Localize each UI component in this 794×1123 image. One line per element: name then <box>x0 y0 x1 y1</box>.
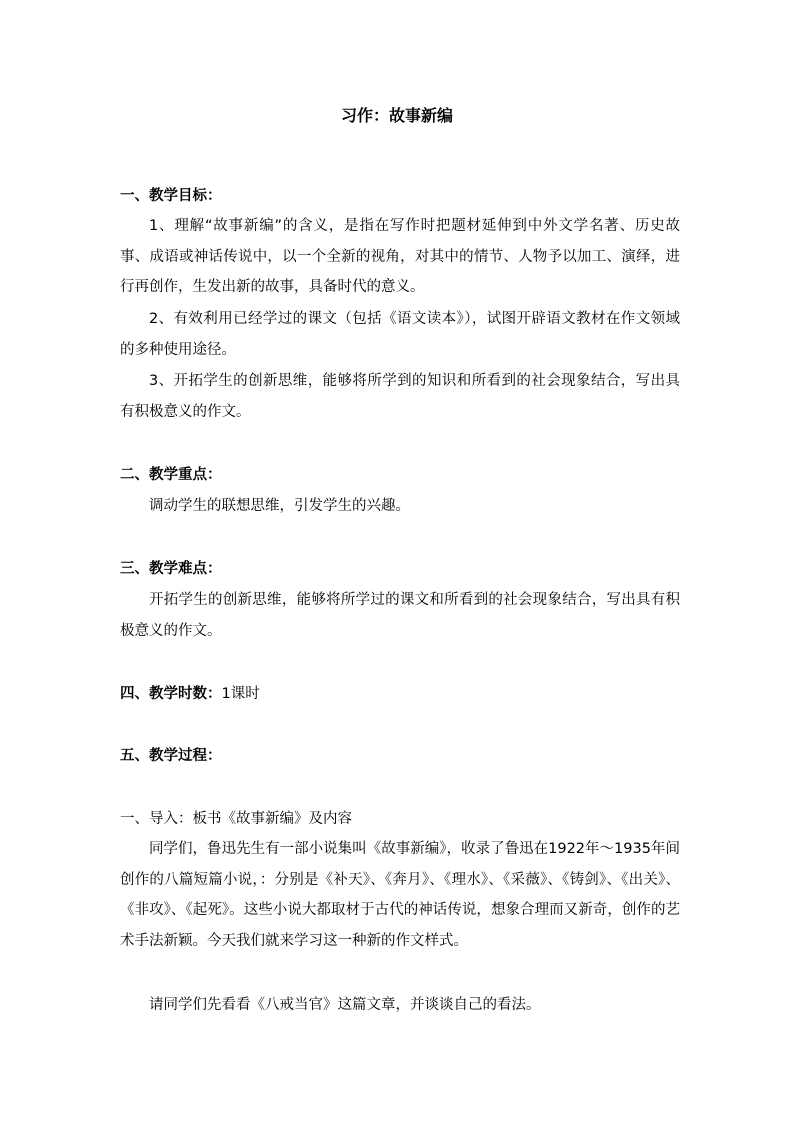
key-points-paragraph: 调动学生的联想思维，引发学生的兴趣。 <box>149 498 410 514</box>
hours-label: 四、教学时数： <box>120 686 222 702</box>
section-heading-hours <box>120 682 680 706</box>
objective-paragraph-1: 1、理解“故事新编”的含义，是指在写作时把题材延伸到中外文学名著、历史故事、成语或神话传说中，以一个全新的视角，对其中的情节、人物予以加工、演绎，进行再创作，生发出新的故事，具备时代的意义。 <box>120 218 680 296</box>
hours-value: 1课时 <box>221 686 260 702</box>
section-heading-key-points: 二、教学重点： <box>120 467 222 483</box>
section-heading-process: 五、教学过程： <box>120 748 222 764</box>
process-paragraph-1: 同学们，鲁迅先生有一部小说集叫《故事新编》，收录了鲁迅在1922年～1935年间创作的八篇短篇小说，：分别是《补天》、《奔月》、《理水》、《采薇》、《铸剑》、《出关》、《非攻》、《起死》。这些小说大都取材于古代的神话传说，想象合理而又新奇，创作的艺术手法新颖。今天我们就来学习这一种新的作文样式。 <box>120 841 680 949</box>
section-heading-difficulties: 三、教学难点： <box>120 561 222 577</box>
section-heading-objectives: 一、教学目标： <box>120 188 222 204</box>
process-paragraph-2: 请同学们先看看《八戒当官》这篇文章，并谈谈自己的看法。 <box>149 997 541 1013</box>
document-title: 习作：故事新编 <box>340 106 453 125</box>
difficulties-paragraph: 开拓学生的创新思维，能够将所学过的课文和所看到的社会现象结合，写出具有积极意义的作文。 <box>120 592 680 639</box>
objective-paragraph-3: 3、开拓学生的创新思维，能够将所学到的知识和所看到的社会现象结合，写出具有积极意义的作文。 <box>120 373 680 420</box>
process-step-title: 一、导入：板书《故事新编》及内容 <box>120 811 352 827</box>
objective-paragraph-2: 2、有效利用已经学过的课文（包括《语文读本》），试图开辟语文教材在作文领域的多种使用途径。 <box>120 311 680 358</box>
